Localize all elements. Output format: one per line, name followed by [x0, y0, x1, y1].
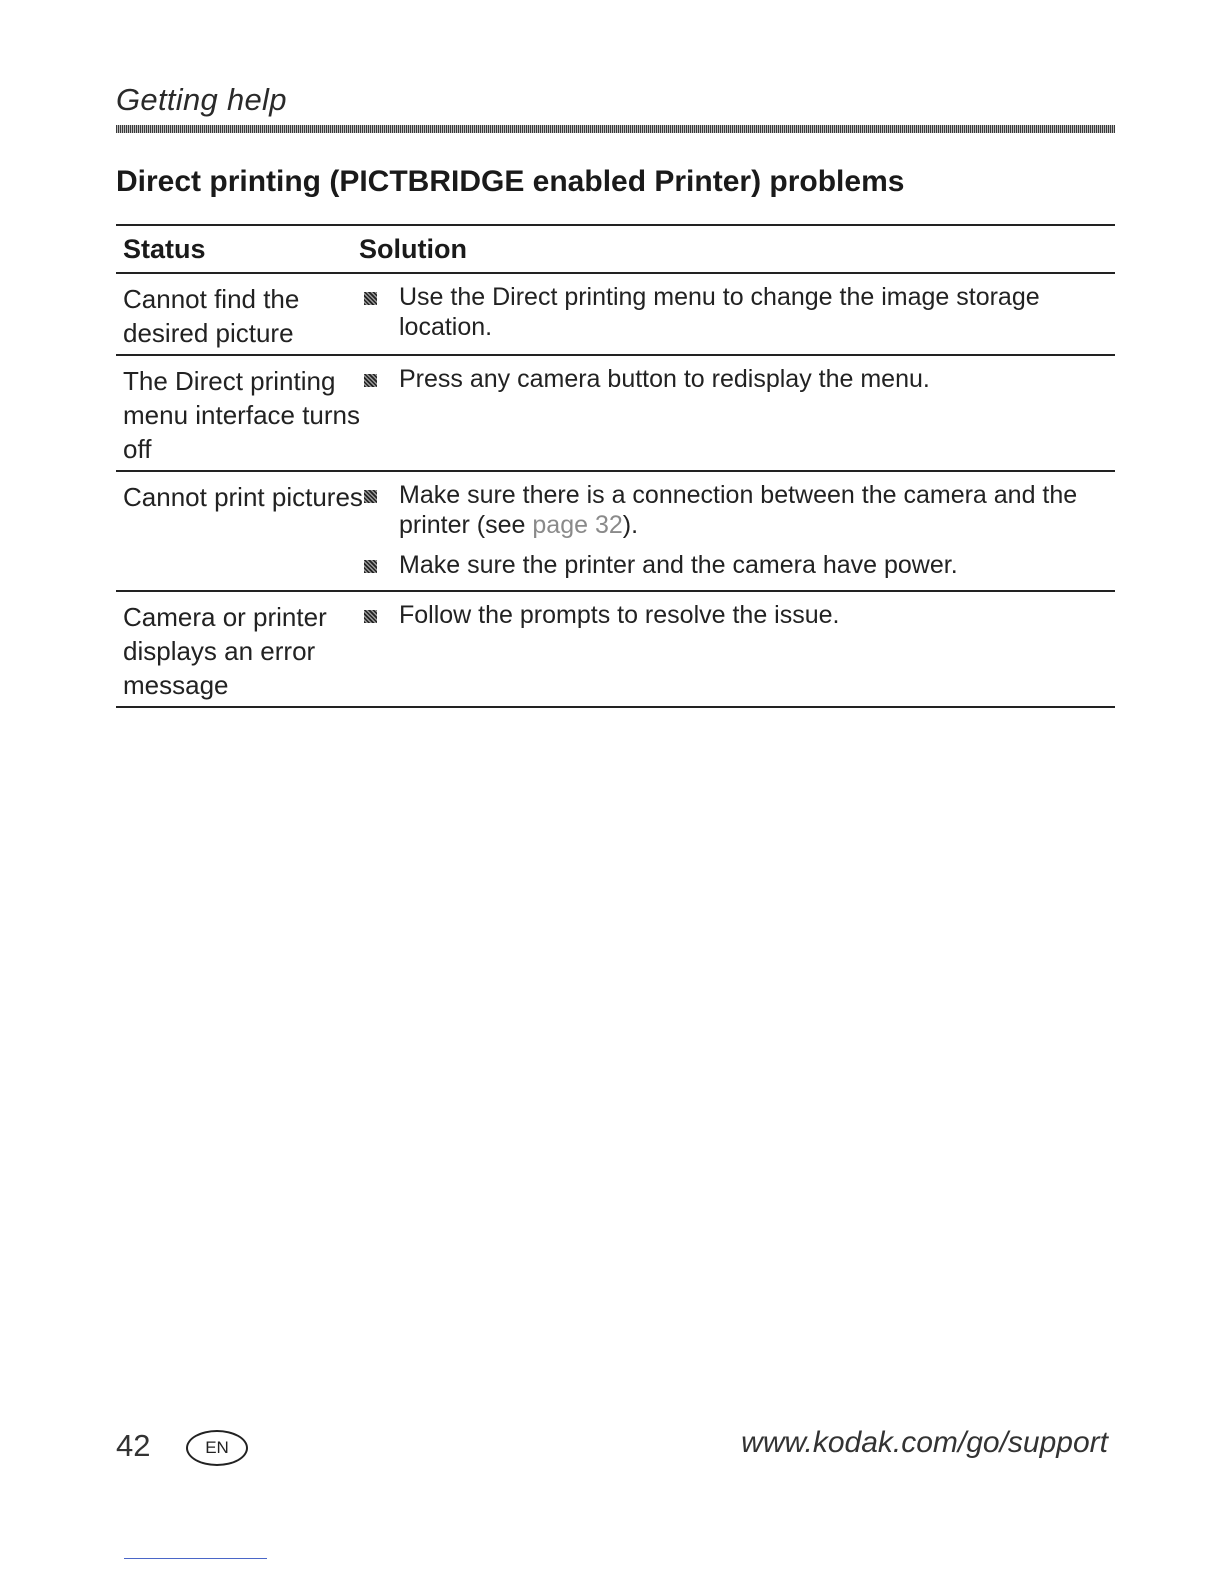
solution-text: Follow the prompts to resolve the issue.	[399, 601, 840, 629]
table-row	[116, 592, 1115, 708]
bullet-icon	[364, 610, 377, 623]
solution-cell	[364, 356, 1115, 470]
solution-text: Use the Direct printing menu to change the image storage location.	[399, 283, 1040, 341]
table-row	[116, 472, 1115, 592]
solution-cell	[364, 274, 1115, 354]
solution-item	[364, 282, 1115, 342]
table-header-row	[116, 226, 1115, 274]
status-cell: Cannot find the desired picture	[123, 284, 300, 348]
status-cell: Cannot print pictures	[123, 482, 363, 512]
column-header-solution: Solution	[359, 233, 467, 264]
troubleshooting-table	[116, 224, 1115, 708]
header-rule	[116, 125, 1115, 133]
column-header-status: Status	[123, 233, 206, 264]
table-row	[116, 274, 1115, 356]
bullet-icon	[364, 490, 377, 503]
page-reference-link[interactable]: page 32	[532, 511, 623, 539]
page-heading: Direct printing (PICTBRIDGE enabled Printer) problems	[116, 165, 905, 198]
solution-text: Press any camera button to redisplay the menu.	[399, 365, 930, 393]
solution-item	[364, 550, 1115, 580]
section-title: Getting help	[116, 82, 287, 117]
bullet-icon	[364, 292, 377, 305]
solution-text-with-link: Make sure there is a connection between the camera and the printer (see page 32).	[399, 481, 1078, 539]
table-row	[116, 356, 1115, 472]
solution-item	[364, 364, 1115, 394]
status-cell: Camera or printer displays an error message	[123, 602, 327, 700]
solution-item	[364, 600, 1115, 630]
page-number: 42	[116, 1428, 151, 1463]
solution-text: Make sure the printer and the camera have power.	[399, 551, 958, 579]
language-badge-icon: EN	[186, 1430, 248, 1466]
bullet-icon	[364, 560, 377, 573]
bottom-divider	[124, 1558, 267, 1559]
bullet-icon	[364, 374, 377, 387]
support-url[interactable]: www.kodak.com/go/support	[741, 1426, 1108, 1459]
solution-cell	[364, 592, 1115, 706]
solution-item	[364, 480, 1115, 540]
solution-cell	[364, 472, 1115, 590]
status-cell: The Direct printing menu interface turns off	[123, 366, 361, 464]
